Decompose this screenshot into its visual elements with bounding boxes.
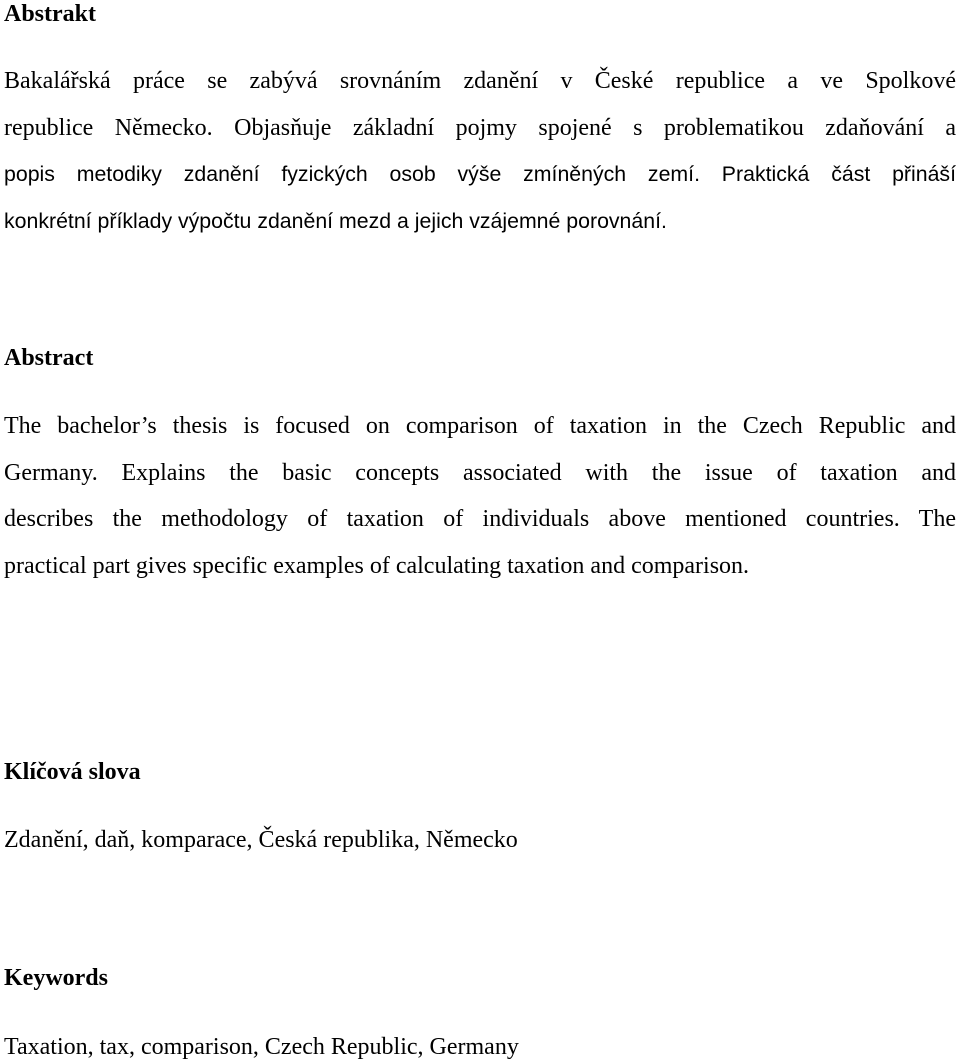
keywords-heading: Keywords [4,965,108,991]
abstrakt-heading: Abstrakt [4,1,97,27]
abstrakt-line: republice Německo. Objasňuje základní pojmy spojené s problematikou zdaňování a [4,114,956,141]
abstract-heading: Abstract [4,345,94,371]
klicova-slova-text: Zdanění, daň, komparace, Česká republika, Německo [4,827,518,853]
abstract-line: practical part gives specific examples of calculating taxation and comparison. [4,552,750,579]
abstract-paragraph [4,403,956,589]
abstrakt-line: Bakalářská práce se zabývá srovnáním zdanění v České republice a ve Spolkové [4,68,956,94]
abstract-line: The bachelor’s thesis is focused on comparison of taxation in the Czech Republic and [4,413,956,439]
keywords-text: Taxation, tax, comparison, Czech Republic, Germany [4,1034,519,1060]
abstract-line: describes the methodology of taxation of individuals above mentioned countries. The [4,506,956,532]
abstrakt-paragraph [4,58,956,244]
klicova-slova-heading: Klíčová slova [4,759,141,785]
abstrakt-line: popis metodiky zdanění fyzických osob výše zmíněných zemí. Praktická část přináší [4,162,956,186]
abstract-line: Germany. Explains the basic concepts associated with the issue of taxation and [4,459,956,486]
abstrakt-line: konkrétní příklady výpočtu zdanění mezd a jejich vzájemné porovnání. [4,208,667,233]
